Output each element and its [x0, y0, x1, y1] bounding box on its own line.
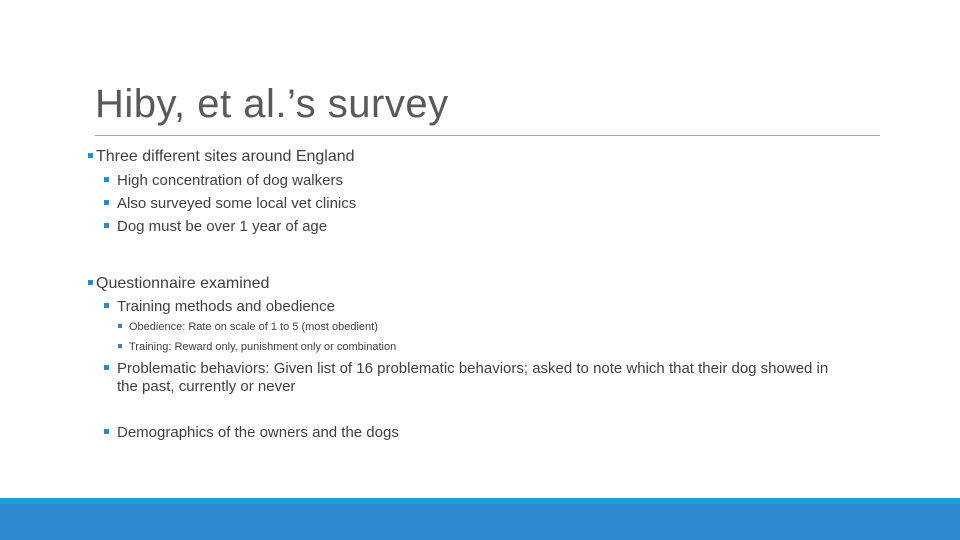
square-bullet-icon: [88, 153, 93, 158]
square-bullet-icon: [118, 324, 122, 328]
bullet-problematic-behaviors: [104, 360, 844, 396]
square-bullet-icon: [104, 365, 109, 370]
bullet-text: Also surveyed some local vet clinics: [117, 195, 357, 212]
slide-title: Hiby, et al.’s survey: [95, 82, 449, 126]
footer-bar: [0, 498, 960, 540]
bullet-demographics: [104, 424, 399, 441]
bullet-dog-walkers: [104, 172, 343, 189]
bullet-text: Obedience: Rate on scale of 1 to 5 (most obedient): [129, 321, 378, 333]
square-bullet-icon: [104, 303, 109, 308]
bullet-training: [118, 341, 396, 353]
square-bullet-icon: [104, 429, 109, 434]
bullet-training-methods: [104, 298, 335, 315]
bullet-text: Training methods and obedience: [117, 298, 335, 315]
square-bullet-icon: [104, 200, 109, 205]
bullet-text: Dog must be over 1 year of age: [117, 218, 328, 235]
square-bullet-icon: [104, 223, 109, 228]
bullet-text: Questionnaire examined: [96, 275, 270, 292]
bullet-text: Demographics of the owners and the dogs: [117, 424, 399, 441]
bullet-questionnaire: [88, 275, 269, 293]
bullet-text: Training: Reward only, punishment only or combination: [129, 341, 397, 353]
square-bullet-icon: [118, 344, 122, 348]
bullet-dog-age: [104, 218, 327, 235]
bullet-text: High concentration of dog walkers: [117, 172, 343, 189]
square-bullet-icon: [104, 177, 109, 182]
bullet-vet-clinics: [104, 195, 356, 212]
bullet-text: Problematic behaviors: Given list of 16 problematic behaviors; asked to note which that their dog showed in the past, currently or never: [117, 360, 829, 395]
bullet-obedience: [118, 321, 378, 333]
title-divider: [95, 135, 880, 136]
bullet-sites: [88, 148, 355, 166]
footer-accent-stripe: [0, 498, 960, 504]
square-bullet-icon: [88, 280, 93, 285]
bullet-text: Three different sites around England: [96, 148, 355, 165]
